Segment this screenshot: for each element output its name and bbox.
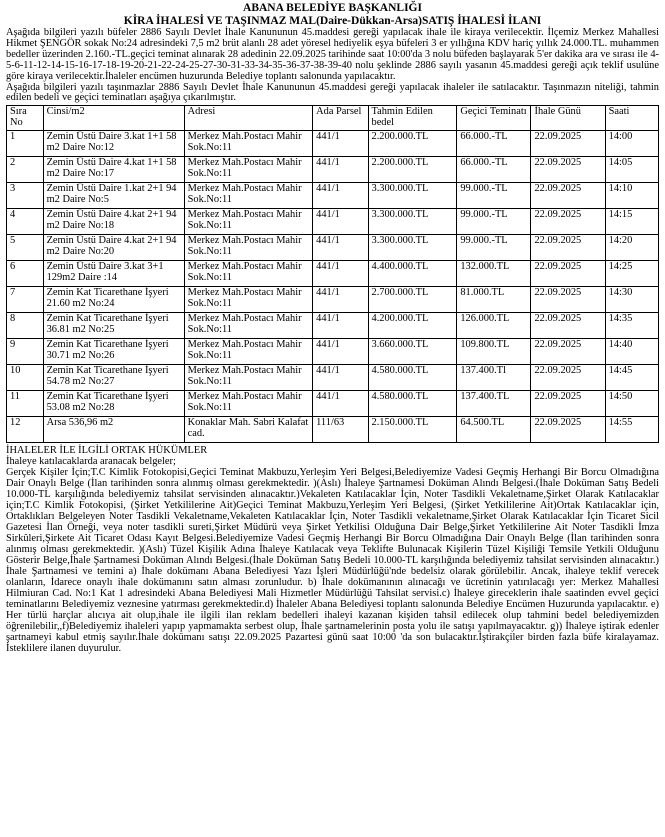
cell-address: Merkez Mah.Postacı Mahir Sok.No:11	[184, 287, 313, 313]
cell-parcel: 441/1	[313, 183, 368, 209]
cell-deposit: 66.000.-TL	[457, 157, 531, 183]
cell-no: 11	[7, 391, 44, 417]
cell-no: 5	[7, 235, 44, 261]
cell-no: 4	[7, 209, 44, 235]
table-row	[7, 365, 659, 391]
table-row	[7, 287, 659, 313]
cell-type: Zemin Üstü Daire 1.kat 2+1 94 m2 Daire No:5	[43, 183, 184, 209]
header-address: Adresi	[184, 106, 313, 131]
cell-parcel: 441/1	[313, 365, 368, 391]
cell-deposit: 99.000.-TL	[457, 183, 531, 209]
cell-no: 10	[7, 365, 44, 391]
cell-parcel: 441/1	[313, 339, 368, 365]
table-body	[7, 131, 659, 443]
cell-date: 22.09.2025	[531, 235, 605, 261]
cell-parcel: 441/1	[313, 131, 368, 157]
table-row	[7, 209, 659, 235]
notice-title: KİRA İHALESİ VE TAŞINMAZ MAL(Daire-Dükkan-Arsa)SATIŞ İHALESİ İLANI	[123, 15, 542, 27]
cell-date: 22.09.2025	[531, 157, 605, 183]
cell-estimated-price: 2.200.000.TL	[368, 131, 457, 157]
cell-parcel: 441/1	[313, 157, 368, 183]
table-header-row	[7, 106, 659, 131]
cell-date: 22.09.2025	[531, 365, 605, 391]
cell-parcel: 441/1	[313, 287, 368, 313]
header-no: Sıra No	[7, 106, 44, 131]
cell-type: Arsa 536,96 m2	[43, 417, 184, 443]
cell-type: Zemin Kat Ticarethane İşyeri 53.08 m2 No:28	[43, 391, 184, 417]
cell-time: 14:20	[605, 235, 658, 261]
cell-no: 12	[7, 417, 44, 443]
cell-estimated-price: 3.660.000.TL	[368, 339, 457, 365]
cell-estimated-price: 3.300.000.TL	[368, 183, 457, 209]
cell-no: 1	[7, 131, 44, 157]
cell-date: 22.09.2025	[531, 209, 605, 235]
cell-date: 22.09.2025	[531, 183, 605, 209]
cell-estimated-price: 3.300.000.TL	[368, 209, 457, 235]
cell-deposit: 137.400.TL	[457, 391, 531, 417]
intro-paragraph-kiosks: Aşağıda bilgileri yazılı büfeler 2886 Sayılı Devlet İhale Kanununun 45.maddesi gereği yapılacak ihale ile kiraya verilecektir. İlçemiz Merkez Mahallesi Hikmet ŞENGÖR sokak No:24 adresindeki 7,5 m2 brüt alanlı 28 adet yöresel hediyelik eşya büfeleri 3 er yıllığına KDV hariç yıllık 24.000.TL. muhammen bedeller üzerinden 2.160.-TL.geçici teminat alınarak 28 adedinin 22.09.2025 tarihinde saat 10:00'da 3 nolu büfeden başlayarak 5'er dakika ara ve sırası ile 4-5-6-11-12-14-15-16-17-18-19-20-21-22-24-25-27-30-31-33-34-35-36-37-38-39-40 nolu şeklinde 2886 sayılı yasanın 45.maddesi gereği açık teklif usulüne göre kiraya verilecektir.İhaleler encümen huzurunda Belediye toplantı salonunda yapılacaktır.	[6, 27, 659, 82]
cell-time: 14:40	[605, 339, 658, 365]
cell-parcel: 441/1	[313, 235, 368, 261]
cell-parcel: 441/1	[313, 391, 368, 417]
table-row	[7, 131, 659, 157]
header-type: Cinsi/m2	[43, 106, 184, 131]
cell-time: 14:30	[605, 287, 658, 313]
table-row	[7, 391, 659, 417]
common-provisions	[6, 445, 659, 654]
cell-time: 14:35	[605, 313, 658, 339]
cell-no: 3	[7, 183, 44, 209]
cell-date: 22.09.2025	[531, 391, 605, 417]
cell-deposit: 137.400.Tl	[457, 365, 531, 391]
common-required-docs: İhaleye katılacaklarda aranacak belgeler;	[6, 456, 176, 468]
cell-date: 22.09.2025	[531, 313, 605, 339]
cell-no: 7	[7, 287, 44, 313]
common-body: Gerçek Kişiler İçin;T.C Kimlik Fotokopisi,Geçici Teminat Makbuzu,Yerleşim Yeri Belgesi,Belediyemize Vadesi Geçmiş Herhangi Bir Borcu Olmadığına Dair Onaylı Belge (İlan tarihinden sonra alınmış olması gerekmektedir. )(Aslı) İhaleye Şartnamesi Doküman Alındı Belgesi.(İhale Doküman Satış Bedeli 10.000-TL karşılığında belediyemiz tahsilat servisinden alınacaktır.)Vekaleten Katılacaklar İçin, Noter Tasdikli Vekaletname,Şirket Olarak Katılacaklar için;T.C Kimlik Fotokopisi, (Şirket Yetkililerine Ait)Geçici Teminat Makbuzu,Yerleşim Yeri Belgesi, (Şirket Yetkililerine Ait)Ortak Katılacaklar için, Ortaklıkları Belgeleyen Noter Tasdikli Vekaletname,Vekaleten Katılacaklar İçin, Noter Tasdikli vekaletname,Şirket Olarak Katılacaklar İçin Ticaret Sicil Gazetesi İlan Örneği, veya noter tasdikli sureti,Şirket Müdürü veya Şirket Yetkilisi Olduğuna Dair Belge,Şirket Yetkililerine Ait Noter Tasdikli İmza Sirkûleri,Şirkete Ait Ticaret Odası Kayıt Belgesi.Belediyemize Vadesi Geçmiş Herhangi Bir Borcu Olmadığına Dair Onaylı Belge (İlan tarihinden sonra alınmış olması gerekmektedir. )(Aslı) Tüzel Kişilik Adına İhaleye Katılacak veya Teklifte Bulunacak Kişilerin Tüzel Kişiliği Temsile Yetkili Olduğunu Gösterir Belge,İhale Şartnamesi Doküman Alındı Belgesi.(İhale Doküman Satış Bedeli 10.000-TL karşılığında belediyemiz tahsilat servisinden alınacaktır.) İhale Şartnamesi ve temini a) İhale dokümanı Abana Belediyesi Yazı İşleri Müdürlüğü'nde bedelsiz olarak görülebilir. Ancak, ihaleye teklif verecek olanların, İdarece onaylı ihale dokümanını satın alması zorunludur. b) İhale dokümanının alınacağı ve ücretinin yatırılacağı yer: Merkez Mahallesi Hilmiuran Cad. No:1 Kat 1 adresindeki Abana Belediyesi Mali Hizmetler Müdürlüğü Tahsilat servisi.c) İhaleye gireceklerin ihale saatinden evvel geçici teminatlarını Belediyemiz veznesine yatırması gerekmektedir.d) İhaleler Abana Belediyesi toplantı salonunda Belediye Encümen Huzurunda yapılacaktır. e) Her türlü harçlar alıcıya ait olup,ihale ile ilgili ilan reklam bedelleri ihaleyi kazanan kişiden tahsil edilecek olup tahmini bedel belediyemizden öğrenilebilir,,f)Belediyemiz ihaleleri yapıp yapmamakta serbest olup, İhale şartnamelerinin posta yolu ile satışı yapılmayacaktır. g)) İhaleye iştirak edenler şartnameyi kabul etmiş sayılır.İhale dokümanı satışı 22.09.2025 Pazartesi günü saat 10:00 'da son bulacaktır.İştirakçiler birden fazla büfe kiralayamaz. İsteklilere ilanen duyurulur.	[6, 467, 659, 655]
table-row	[7, 339, 659, 365]
cell-address: Merkez Mah.Postacı Mahir Sok.No:11	[184, 365, 313, 391]
cell-address: Merkez Mah.Postacı Mahir Sok.No:11	[184, 209, 313, 235]
cell-type: Zemin Üstü Daire 4.kat 2+1 94 m2 Daire No:18	[43, 209, 184, 235]
cell-estimated-price: 4.400.000.TL	[368, 261, 457, 287]
header-parcel: Ada Parsel	[313, 106, 368, 131]
cell-address: Merkez Mah.Postacı Mahir Sok.No:11	[184, 261, 313, 287]
cell-time: 14:15	[605, 209, 658, 235]
cell-deposit: 66.000.-TL	[457, 131, 531, 157]
cell-type: Zemin Üstü Daire 4.kat 1+1 58 m2 Daire No:17	[43, 157, 184, 183]
cell-type: Zemin Kat Ticarethane İşyeri 30.71 m2 No:26	[43, 339, 184, 365]
cell-date: 22.09.2025	[531, 287, 605, 313]
cell-address: Merkez Mah.Postacı Mahir Sok.No:11	[184, 157, 313, 183]
intro-paragraph-properties: Aşağıda bilgileri yazılı taşınmazlar 2886 Sayılı Devlet İhale Kanununun 45.maddesi gereği yapılacak ihaleler ile satılacaktır. Taşınmazın niteliği, tahmin edilen bedeli ve geçici teminatları aşağıya çıkarılmıştır.	[6, 81, 659, 104]
cell-type: Zemin Kat Ticarethane İşyeri 36.81 m2 No:25	[43, 313, 184, 339]
cell-date: 22.09.2025	[531, 261, 605, 287]
cell-no: 9	[7, 339, 44, 365]
cell-time: 14:00	[605, 131, 658, 157]
cell-estimated-price: 4.580.000.TL	[368, 391, 457, 417]
cell-address: Merkez Mah.Postacı Mahir Sok.No:11	[184, 131, 313, 157]
cell-estimated-price: 4.200.000.TL	[368, 313, 457, 339]
table-row	[7, 417, 659, 443]
cell-address: Merkez Mah.Postacı Mahir Sok.No:11	[184, 339, 313, 365]
cell-deposit: 99.000.-TL	[457, 235, 531, 261]
cell-time: 14:10	[605, 183, 658, 209]
cell-parcel: 441/1	[313, 261, 368, 287]
cell-address: Merkez Mah.Postacı Mahir Sok.No:11	[184, 391, 313, 417]
cell-address: Merkez Mah.Postacı Mahir Sok.No:11	[184, 313, 313, 339]
header-deposit: Geçici Teminatı	[457, 106, 531, 131]
cell-deposit: 132.000.TL	[457, 261, 531, 287]
cell-type: Zemin Üstü Daire 4.kat 2+1 94 m2 Daire No:20	[43, 235, 184, 261]
table-row	[7, 183, 659, 209]
cell-no: 6	[7, 261, 44, 287]
cell-estimated-price: 3.300.000.TL	[368, 235, 457, 261]
cell-estimated-price: 2.200.000.TL	[368, 157, 457, 183]
cell-date: 22.09.2025	[531, 417, 605, 443]
header-date: İhale Günü	[531, 106, 605, 131]
common-heading: İHALELER İLE İLGİLİ ORTAK HÜKÜMLER	[6, 445, 208, 457]
cell-deposit: 126.000.TL	[457, 313, 531, 339]
cell-parcel: 111/63	[313, 417, 368, 443]
cell-type: Zemin Kat Ticarethane İşyeri 54.78 m2 No:27	[43, 365, 184, 391]
property-table	[6, 105, 659, 443]
cell-time: 14:50	[605, 391, 658, 417]
cell-time: 14:45	[605, 365, 658, 391]
intro-section	[6, 28, 659, 104]
cell-address: Merkez Mah.Postacı Mahir Sok.No:11	[184, 183, 313, 209]
cell-date: 22.09.2025	[531, 131, 605, 157]
cell-address: Konaklar Mah. Sabri Kalafat cad.	[184, 417, 313, 443]
cell-date: 22.09.2025	[531, 339, 605, 365]
cell-time: 14:55	[605, 417, 658, 443]
cell-address: Merkez Mah.Postacı Mahir Sok.No:11	[184, 235, 313, 261]
cell-deposit: 99.000.-TL	[457, 209, 531, 235]
table-row	[7, 157, 659, 183]
cell-time: 14:25	[605, 261, 658, 287]
cell-deposit: 109.800.TL	[457, 339, 531, 365]
cell-time: 14:05	[605, 157, 658, 183]
header-time: Saati	[605, 106, 658, 131]
cell-estimated-price: 4.580.000.TL	[368, 365, 457, 391]
cell-deposit: 81.000.TL	[457, 287, 531, 313]
header-estimated-price: Tahmin Edilen bedel	[368, 106, 457, 131]
cell-estimated-price: 2.150.000.TL	[368, 417, 457, 443]
cell-no: 2	[7, 157, 44, 183]
cell-parcel: 441/1	[313, 209, 368, 235]
cell-type: Zemin Üstü Daire 3.kat 1+1 58 m2 Daire No:12	[43, 131, 184, 157]
table-row	[7, 261, 659, 287]
cell-type: Zemin Kat Ticarethane İşyeri 21.60 m2 No:24	[43, 287, 184, 313]
table-row	[7, 235, 659, 261]
cell-deposit: 64.500.TL	[457, 417, 531, 443]
cell-parcel: 441/1	[313, 313, 368, 339]
table-row	[7, 313, 659, 339]
municipality-title: ABANA BELEDİYE BAŞKANLIĞI	[243, 2, 422, 14]
cell-type: Zemin Üstü Daire 3.kat 3+1 129m2 Daire :14	[43, 261, 184, 287]
cell-no: 8	[7, 313, 44, 339]
cell-estimated-price: 2.700.000.TL	[368, 287, 457, 313]
